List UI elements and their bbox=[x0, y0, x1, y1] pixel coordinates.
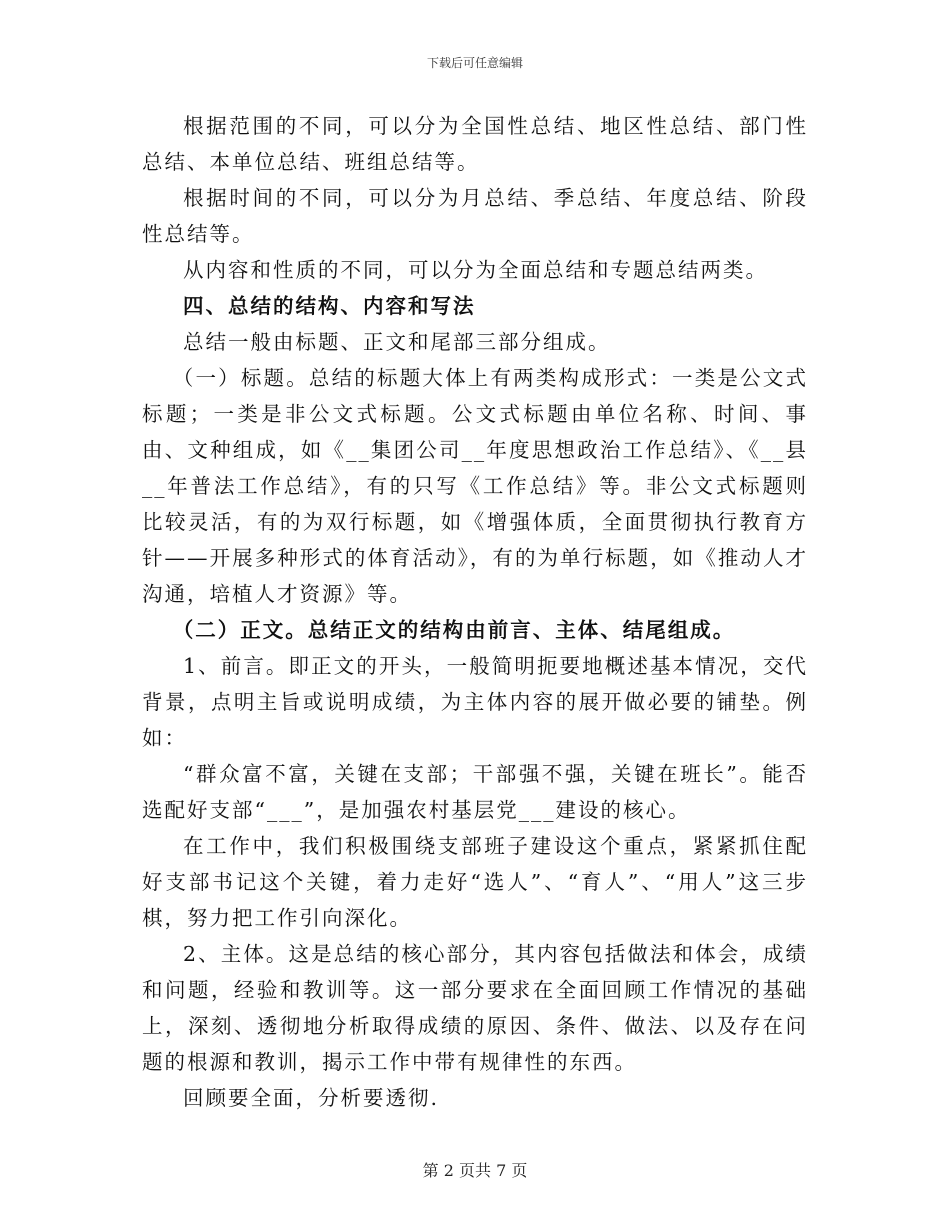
paragraph-time-classification: 根据时间的不同，可以分为月总结、季总结、年度总结、阶段性总结等。 bbox=[142, 186, 808, 246]
paragraph-work-example: 在工作中，我们积极围绕支部班子建设这个重点，紧紧抓住配好支部书记这个关键，着力走好“选人”、“育人”、“用人”这三步棋，努力把工作引向深化。 bbox=[142, 834, 808, 930]
page-header: 下载后可任意编辑 bbox=[426, 56, 523, 70]
subheading-body: （二）正文。总结正文的结构由前言、主体、结尾组成。 bbox=[172, 618, 736, 642]
page-footer: 第 2 页共 7 页 bbox=[422, 1161, 528, 1180]
paragraph-scope-classification: 根据范围的不同，可以分为全国性总结、地区性总结、部门性总结、本单位总结、班组总结等。 bbox=[142, 114, 808, 174]
section-heading: 四、总结的结构、内容和写法 bbox=[183, 294, 476, 318]
paragraph-quote-example: “群众富不富，关键在支部；干部强不强，关键在班长”。能否选配好支部“___”，是加强农村基层党___建设的核心。 bbox=[142, 762, 808, 822]
paragraph-main-body: 2、主体。这是总结的核心部分，其内容包括做法和体会，成绩和问题，经验和教训等。这一部分要求在全面回顾工作情况的基础上，深刻、透彻地分析取得成绩的原因、条件、做法、以及存在问题的根源和教训，揭示工作中带有规律性的东西。 bbox=[142, 942, 808, 1074]
paragraph-review: 回顾要全面，分析要透彻. bbox=[183, 1086, 440, 1110]
paragraph-title-section: （一）标题。总结的标题大体上有两类构成形式：一类是公文式标题；一类是非公文式标题。公文式标题由单位名称、时间、事由、文种组成，如《__集团公司__年度思想政治工作总结》、《__县__年普法工作总结》，有的只写《工作总结》等。非公文式标题则比较灵活，有的为双行标题，如《增强体质，全面贯彻执行教育方针——开展多种形式的体育活动》，有的为单行标题，如《推动人才沟通，培植人才资源》等。 bbox=[142, 366, 808, 606]
paragraph-composition: 总结一般由标题、正文和尾部三部分组成。 bbox=[183, 330, 611, 354]
paragraph-content-classification: 从内容和性质的不同，可以分为全面总结和专题总结两类。 bbox=[183, 258, 768, 282]
document-body bbox=[142, 108, 808, 1116]
paragraph-preface: 1、前言。即正文的开头，一般简明扼要地概述基本情况，交代背景，点明主旨或说明成绩，为主体内容的展开做必要的铺垫。例如： bbox=[142, 654, 808, 750]
